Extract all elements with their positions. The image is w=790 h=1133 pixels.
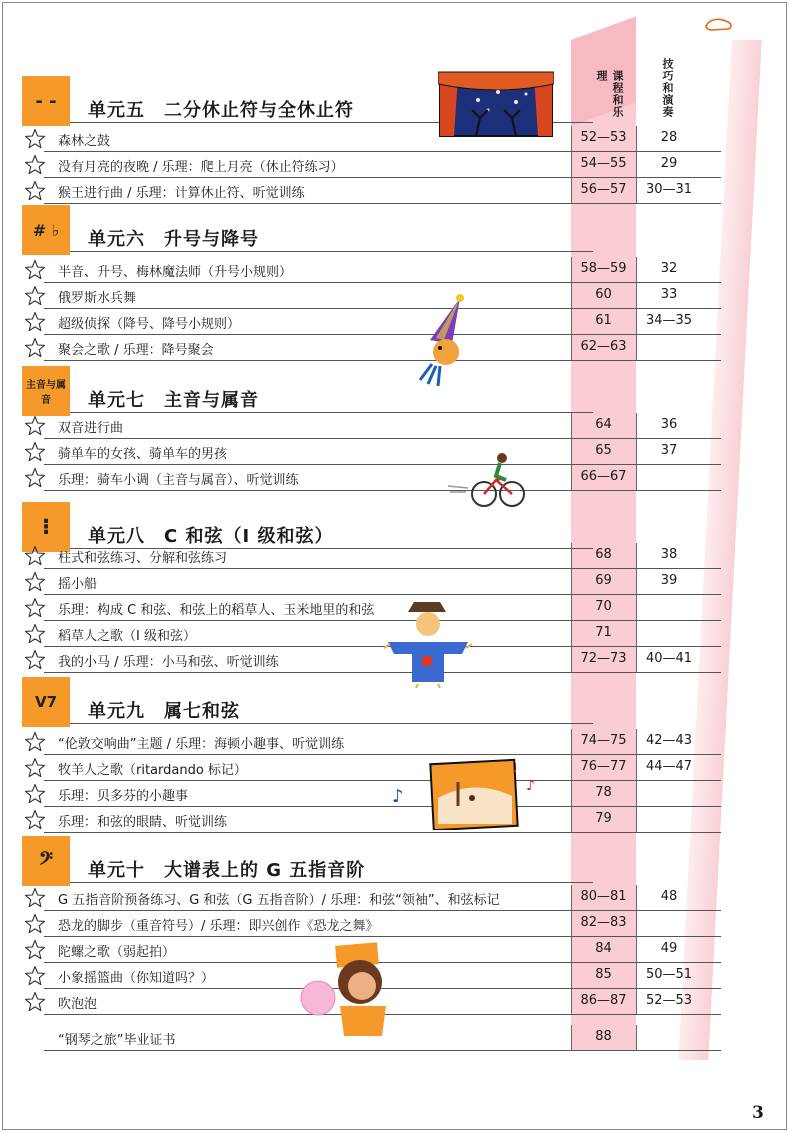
svg-text:♪: ♪ [526,778,535,794]
lesson-header: 课程和乐理 [595,70,624,118]
column-divider [636,1025,637,1051]
column-divider [636,621,637,647]
column-divider [636,807,637,833]
lesson-page-number: 52—53 [580,130,627,145]
row-title: 稻草人之歌（I 级和弦） [58,629,196,644]
star-checkbox-icon[interactable] [24,259,46,281]
column-divider [636,309,637,335]
row-title: 恐龙的脚步（重音符号）/ 乐理：即兴创作《恐龙之舞》 [58,919,379,934]
lesson-page-number: 76—77 [580,759,627,774]
column-divider [636,543,637,569]
technique-page-number: 40—41 [645,651,693,666]
unit-badge: 𝄢 [22,836,70,886]
unit-title: 单元五 二分休止符与全休止符 [88,100,354,121]
bicycle-rider-illustration [446,450,528,512]
technique-page-number: 28 [660,130,678,145]
svg-text:♩: ♩ [512,761,518,775]
star-checkbox-icon[interactable] [24,311,46,333]
row-title: 猴王进行曲 / 乐理：计算休止符、听觉训练 [58,186,305,201]
lesson-page-number: 65 [595,443,612,458]
star-checkbox-icon[interactable] [24,649,46,671]
unit-title: 单元七 主音与属音 [88,390,259,411]
star-checkbox-icon[interactable] [24,731,46,753]
row-title: “伦敦交响曲”主题 / 乐理：海顿小趣事、听觉训练 [58,737,345,752]
technique-page-number: 44—47 [645,759,693,774]
column-divider [636,152,637,178]
star-checkbox-icon[interactable] [24,571,46,593]
unit-header [22,205,642,255]
toc-row[interactable] [22,439,707,465]
lesson-page-number: 60 [595,287,612,302]
column-divider [636,937,637,963]
unit-header [22,366,642,416]
star-checkbox-icon[interactable] [24,128,46,150]
lesson-page-number: 85 [595,967,612,982]
toc-row[interactable] [22,257,707,283]
star-checkbox-icon[interactable] [24,415,46,437]
technique-page-number: 36 [660,417,678,432]
lesson-page-number: 86—87 [580,993,627,1008]
technique-page-number: 34—35 [645,313,693,328]
row-title: 摇小船 [58,577,98,592]
row-title: 乐理：构成 C 和弦、和弦上的稻草人、玉米地里的和弦 [58,603,375,618]
column-divider [636,178,637,204]
technique-page-number: 32 [660,261,678,276]
unit-header [22,836,642,886]
unit-badge: V7 [22,677,70,727]
unit-badge: 主音与属音 [22,366,70,416]
star-checkbox-icon[interactable] [24,991,46,1013]
row-title: G 五指音阶预备练习、G 和弦（G 五指音阶）/ 乐理：和弦“领袖”、和弦标记 [58,893,500,908]
row-title: 乐理：骑车小调（主音与属音）、听觉训练 [58,473,299,488]
toc-row[interactable] [22,465,707,491]
star-checkbox-icon[interactable] [24,887,46,909]
technique-page-number: 39 [660,573,678,588]
lesson-page-number: 56—57 [580,182,627,197]
unit-divider [70,251,593,252]
star-checkbox-icon[interactable] [24,180,46,202]
lesson-page-number: 71 [595,625,612,640]
toc-row[interactable] [22,543,707,569]
party-hat-character-illustration [412,292,472,388]
row-title: 乐理：和弦的眼睛、听觉训练 [58,815,228,830]
toc-row[interactable] [22,729,707,755]
toc-row[interactable] [22,178,707,204]
unit-divider [70,723,593,724]
row-divider [44,1050,721,1051]
star-checkbox-icon[interactable] [24,623,46,645]
row-title: 陀螺之歌（弱起拍） [58,945,176,960]
column-divider [636,885,637,911]
row-divider [44,360,721,361]
certificate-title: “钢琴之旅”毕业证书 [58,1033,176,1048]
row-title: 吹泡泡 [58,997,98,1012]
unit-header [22,677,642,727]
star-checkbox-icon[interactable] [24,285,46,307]
column-divider [636,126,637,152]
row-title: 森林之鼓 [58,134,111,149]
unit-badge: - - [22,76,70,126]
technique-page-number: 49 [660,941,678,956]
unit-title: 单元八 C 和弦（I 级和弦） [88,526,334,547]
technique-page-number: 30—31 [645,182,693,197]
star-checkbox-icon[interactable] [24,597,46,619]
star-checkbox-icon[interactable] [24,337,46,359]
page-number: 3 [752,1103,764,1123]
unit-title: 单元九 属七和弦 [88,701,240,722]
star-checkbox-icon[interactable] [24,545,46,567]
row-title: 超级侦探（降号、降号小规则） [58,317,241,332]
toc-row[interactable] [22,885,707,911]
star-checkbox-icon[interactable] [24,809,46,831]
lesson-page-number: 80—81 [580,889,627,904]
star-checkbox-icon[interactable] [24,467,46,489]
row-title: 半音、升号、梅林魔法师（升号小规则） [58,265,293,280]
lesson-page-number: 84 [595,941,612,956]
lesson-page-number: 58—59 [580,261,627,276]
column-divider [636,989,637,1015]
toc-row[interactable] [22,126,707,152]
toc-row[interactable] [22,621,707,647]
column-divider [636,283,637,309]
technique-page-number: 52—53 [645,993,693,1008]
column-divider [636,911,637,937]
star-checkbox-icon[interactable] [24,783,46,805]
row-title: 聚会之歌 / 乐理：降号聚会 [58,343,214,358]
row-title: 骑单车的女孩、骑单车的男孩 [58,447,228,462]
girl-bubble-illustration [300,940,400,1036]
row-title: 乐理：贝多芬的小趣事 [58,789,189,804]
unit-title: 单元十 大谱表上的 G 五指音阶 [88,860,366,881]
lesson-page-number: 68 [595,547,612,562]
column-divider [636,465,637,491]
unit-badge: ⁝ [22,502,70,552]
technique-page-number: 37 [660,443,678,458]
lesson-page-number: 66—67 [580,469,627,484]
lesson-page-number: 54—55 [580,156,627,171]
toc-row[interactable] [22,283,707,309]
lesson-page-number: 69 [595,573,612,588]
column-divider [636,647,637,673]
column-divider [636,569,637,595]
lesson-page-number: 82—83 [580,915,627,930]
row-divider [44,203,721,204]
column-divider [636,755,637,781]
scarecrow-illustration [382,598,474,688]
toc-row[interactable] [22,807,707,833]
toc-row[interactable] [22,569,707,595]
row-title: 牧羊人之歌（ritardando 标记） [58,763,247,778]
lesson-page-number: 70 [595,599,612,614]
technique-page-number: 33 [660,287,678,302]
star-checkbox-icon[interactable] [24,939,46,961]
star-checkbox-icon[interactable] [24,757,46,779]
column-divider [636,963,637,989]
star-checkbox-icon[interactable] [24,441,46,463]
row-title: 没有月亮的夜晚 / 乐理：爬上月亮（休止符练习） [58,160,344,175]
svg-text:♪: ♪ [392,786,404,807]
column-divider [636,413,637,439]
star-checkbox-icon[interactable] [24,154,46,176]
row-title: 柱式和弦练习、分解和弦练习 [58,551,228,566]
column-divider [636,729,637,755]
star-checkbox-icon[interactable] [24,965,46,987]
lesson-page-number: 61 [595,313,612,328]
toc-row[interactable] [22,647,707,673]
stage-curtain-illustration [438,70,554,138]
technique-page-number: 38 [660,547,678,562]
row-title: 我的小马 / 乐理：小马和弦、听觉训练 [58,655,279,670]
technique-page-number: 42—43 [645,733,693,748]
technique-header: 技巧和演奏 [661,58,674,118]
row-title: 小象摇篮曲（你知道吗？） [58,971,215,986]
unit-badge: # ♭ [22,205,70,255]
lesson-page-number: 64 [595,417,612,432]
toc-row[interactable] [22,755,707,781]
unit-title: 单元六 升号与降号 [88,229,259,250]
lesson-page-number: 74—75 [580,733,627,748]
toc-row[interactable] [22,152,707,178]
technique-page-number: 29 [660,156,678,171]
toc-row[interactable] [22,911,707,937]
toc-row[interactable] [22,413,707,439]
lesson-page-number: 62—63 [580,339,627,354]
row-title: 双音进行曲 [58,421,124,436]
lesson-page-number: 78 [595,785,612,800]
technique-page-number: 50—51 [645,967,693,982]
column-divider [636,257,637,283]
toc-row[interactable] [22,781,707,807]
column-divider [636,595,637,621]
toc-row[interactable] [22,335,707,361]
column-divider [636,781,637,807]
column-divider [636,439,637,465]
shepherd-scene-illustration [392,758,542,830]
lesson-page-number: 79 [595,811,612,826]
toc-row[interactable] [22,309,707,335]
toc-row[interactable] [22,595,707,621]
row-divider [44,832,721,833]
unit-divider [70,882,593,883]
technique-page-number: 48 [660,889,678,904]
row-divider [44,490,721,491]
certificate-page-number: 88 [595,1029,612,1044]
lesson-page-number: 72—73 [580,651,627,666]
row-title: 俄罗斯水兵舞 [58,291,137,306]
pointing-hand-icon [704,14,734,34]
column-divider [636,335,637,361]
star-checkbox-icon[interactable] [24,913,46,935]
